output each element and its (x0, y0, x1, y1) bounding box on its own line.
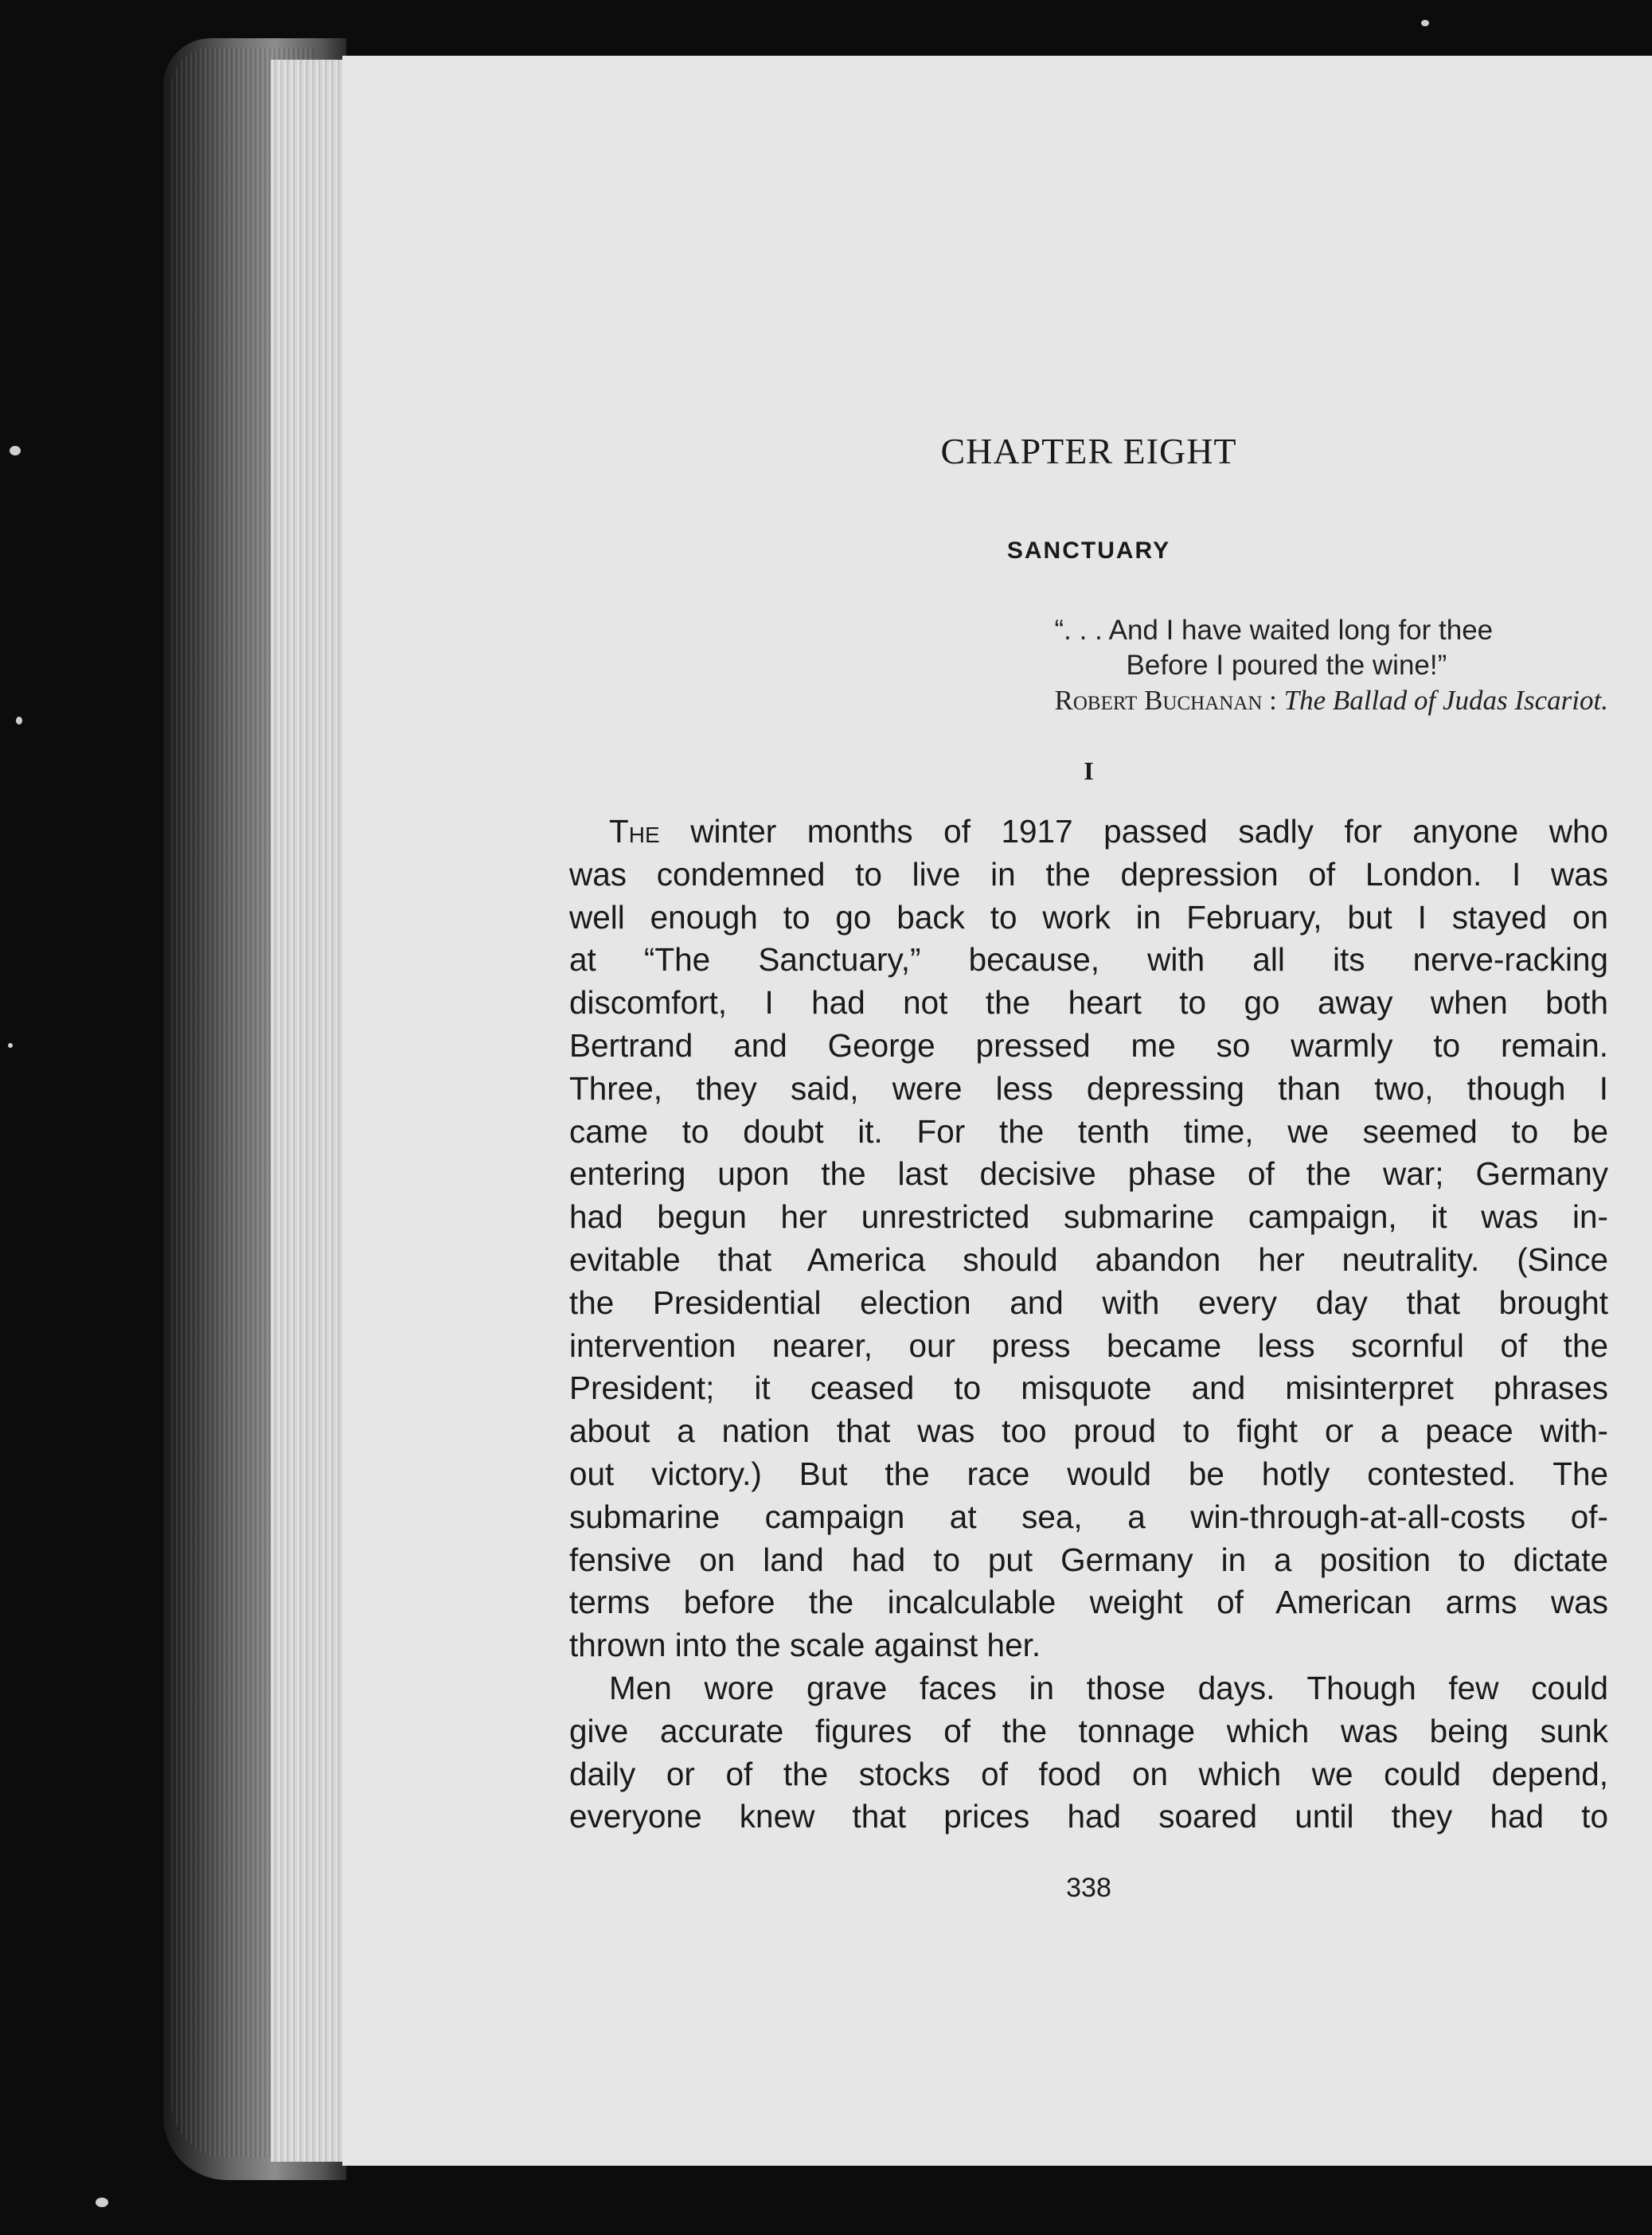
epigraph-line: Before I poured the wine!” (1126, 650, 1447, 681)
scan-speck (16, 717, 22, 725)
body-text (569, 811, 1608, 1838)
paragraph-line: submarine campaign at sea, a win-through-at-all-costs of- (569, 1498, 1608, 1535)
paragraph-line: Three, they said, were less depressing than two, though I (569, 1069, 1608, 1107)
paragraph (569, 1667, 1608, 1838)
paragraph-line: The winter months of 1917 passed sadly for anyone who (609, 813, 1608, 850)
epigraph-separator: : (1262, 685, 1284, 716)
paragraph-line: terms before the incalculable weight of American arms was (569, 1584, 1608, 1621)
epigraph (1055, 613, 1608, 718)
epigraph-author: Robert Buchanan (1054, 685, 1263, 716)
paragraph-line: came to doubt it. For the tenth time, we seemed to be (569, 1112, 1608, 1150)
paragraph-line: Men wore grave faces in those days. Though few could (609, 1669, 1608, 1706)
paragraph-line: well enough to go back to work in February, but I stayed on (569, 898, 1608, 936)
paragraph-line: daily or of the stocks of food on which we could depend, (569, 1755, 1608, 1792)
paragraph-line: about a nation that was too proud to fight or a peace with- (569, 1413, 1608, 1450)
drop-word: The (609, 813, 660, 850)
paragraph-line: at “The Sanctuary,” because, with all its nerve-racking (569, 941, 1608, 979)
paragraph-line: evitable that America should abandon her neutrality. (Since (569, 1241, 1608, 1278)
paragraph-line: discomfort, I had not the heart to go away when both (569, 984, 1608, 1022)
paragraph-line: everyone knew that prices had soared until they had to (569, 1798, 1608, 1835)
paragraph-line: was condemned to live in the depression of London. I was (569, 855, 1608, 893)
paragraph-line: President; it ceased to misquote and misinterpret phrases (569, 1370, 1608, 1407)
scan-speck (10, 446, 21, 455)
page-number: 338 (1066, 1873, 1111, 1903)
paragraph-line: out victory.) But the race would be hotly contested. The (569, 1455, 1608, 1492)
epigraph-line: “. . . And I have waited long for thee (1054, 615, 1494, 646)
section-number: I (1084, 756, 1094, 785)
paragraph-line: fensive on land had to put Germany in a position to dictate (569, 1541, 1608, 1578)
paragraph-line: thrown into the scale against her. (569, 1627, 1041, 1664)
epigraph-attribution (1055, 683, 1608, 718)
scan-speck (1421, 20, 1429, 26)
epigraph-work: The Ballad of Judas Iscariot. (1283, 685, 1608, 716)
paragraph-line: the Presidential election and with every day that brought (569, 1284, 1608, 1321)
paragraph-line: entering upon the last decisive phase of the war; Germany (569, 1155, 1608, 1193)
scan-speck (8, 1043, 13, 1048)
scan-speck (96, 2198, 108, 2207)
paragraph-line: intervention nearer, our press became less scornful of the (569, 1327, 1608, 1364)
page-stack-edges (271, 60, 350, 2162)
paragraph-line: had begun her unrestricted submarine campaign, it was in- (569, 1198, 1608, 1236)
paragraph-line: Bertrand and George pressed me so warmly to remain. (569, 1026, 1608, 1064)
chapter-title: CHAPTER EIGHT (940, 431, 1237, 471)
chapter-subtitle: SANCTUARY (1006, 537, 1171, 564)
paragraph-line: give accurate figures of the tonnage which was being sunk (569, 1712, 1608, 1749)
paragraph (569, 811, 1608, 1667)
